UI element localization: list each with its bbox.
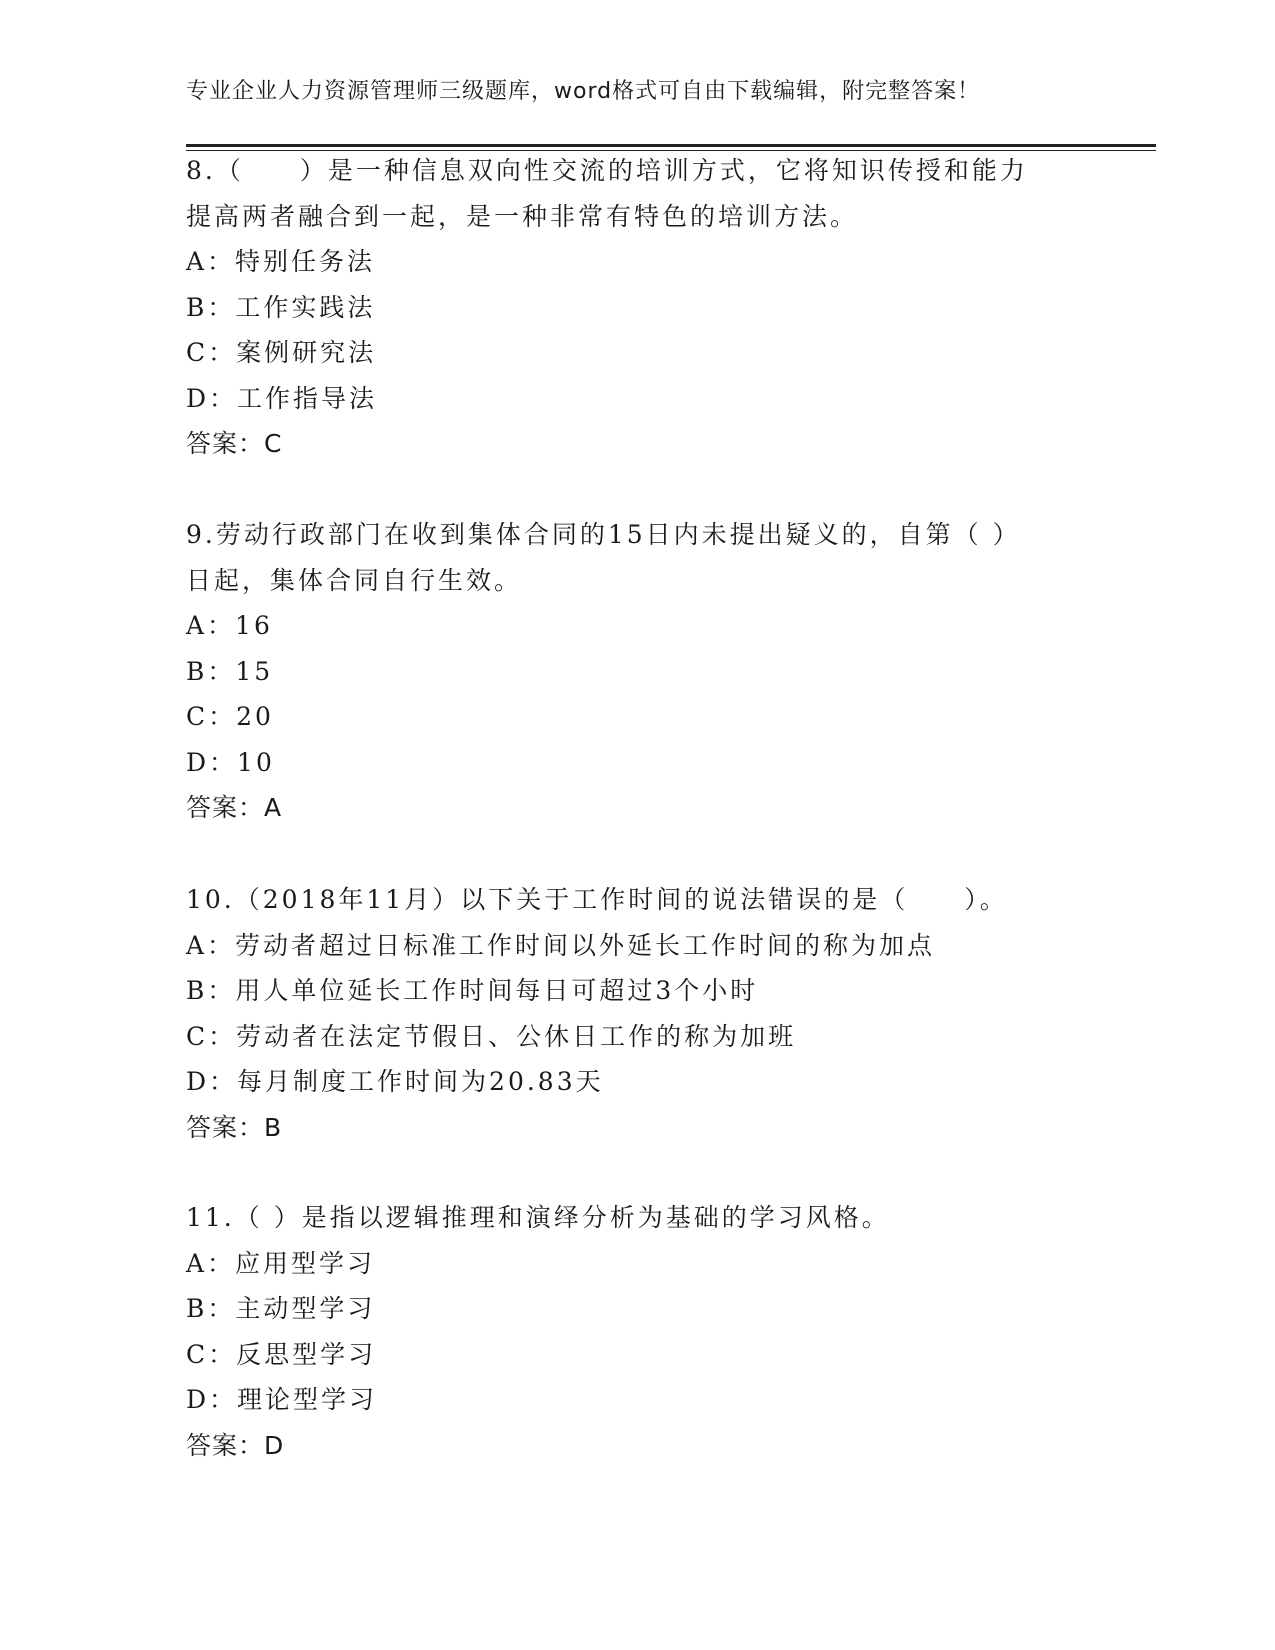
option-a: A：劳动者超过日标准工作时间以外延长工作时间的称为加点 — [186, 930, 936, 960]
question-stem-line: 日起，集体合同自行生效。 — [186, 565, 523, 595]
answer: 答案：A — [186, 793, 283, 822]
option-b: B：用人单位延长工作时间每日可超过3个小时 — [186, 976, 759, 1005]
question-9 — [186, 512, 1086, 831]
option-a: A：应用型学习 — [186, 1248, 376, 1278]
question-11 — [186, 1195, 1086, 1468]
option-c: C：反思型学习 — [186, 1339, 377, 1369]
question-stem-line: 11.（ ）是指以逻辑推理和演绎分析为基础的学习风格。 — [186, 1203, 890, 1232]
option-a: A：16 — [186, 611, 273, 640]
question-stem-line: 9.劳动行政部门在收到集体合同的15日内未提出疑义的，自第（ ） — [186, 520, 1021, 549]
option-b: B：工作实践法 — [186, 292, 376, 322]
answer: 答案：C — [186, 429, 283, 458]
option-d: D：每月制度工作时间为20.83天 — [186, 1067, 604, 1096]
option-c: C：案例研究法 — [186, 338, 377, 367]
question-8 — [186, 148, 1086, 467]
question-10 — [186, 877, 1086, 1150]
option-b: B：主动型学习 — [186, 1294, 376, 1323]
option-c: C：劳动者在法定节假日、公休日工作的称为加班 — [186, 1021, 797, 1051]
question-stem-line: 8.（ ）是一种信息双向性交流的培训方式，它将知识传授和能力 — [186, 156, 1028, 185]
answer: 答案：B — [186, 1112, 283, 1142]
option-c: C：20 — [186, 702, 274, 731]
option-b: B：15 — [186, 656, 274, 686]
option-d: D：工作指导法 — [186, 383, 378, 413]
option-a: A：特别任务法 — [186, 247, 376, 276]
answer: 答案：D — [186, 1430, 285, 1460]
question-stem-line: 10.（2018年11月）以下关于工作时间的说法错误的是（ ）。 — [186, 885, 1008, 914]
option-d: D：10 — [186, 747, 275, 777]
question-stem-line: 提高两者融合到一起，是一种非常有特色的培训方法。 — [186, 201, 859, 231]
header-rule-thick — [186, 144, 1156, 147]
page-header: 专业企业人力资源管理师三级题库，word格式可自由下载编辑，附完整答案！ — [186, 79, 981, 104]
option-d: D：理论型学习 — [186, 1385, 378, 1414]
